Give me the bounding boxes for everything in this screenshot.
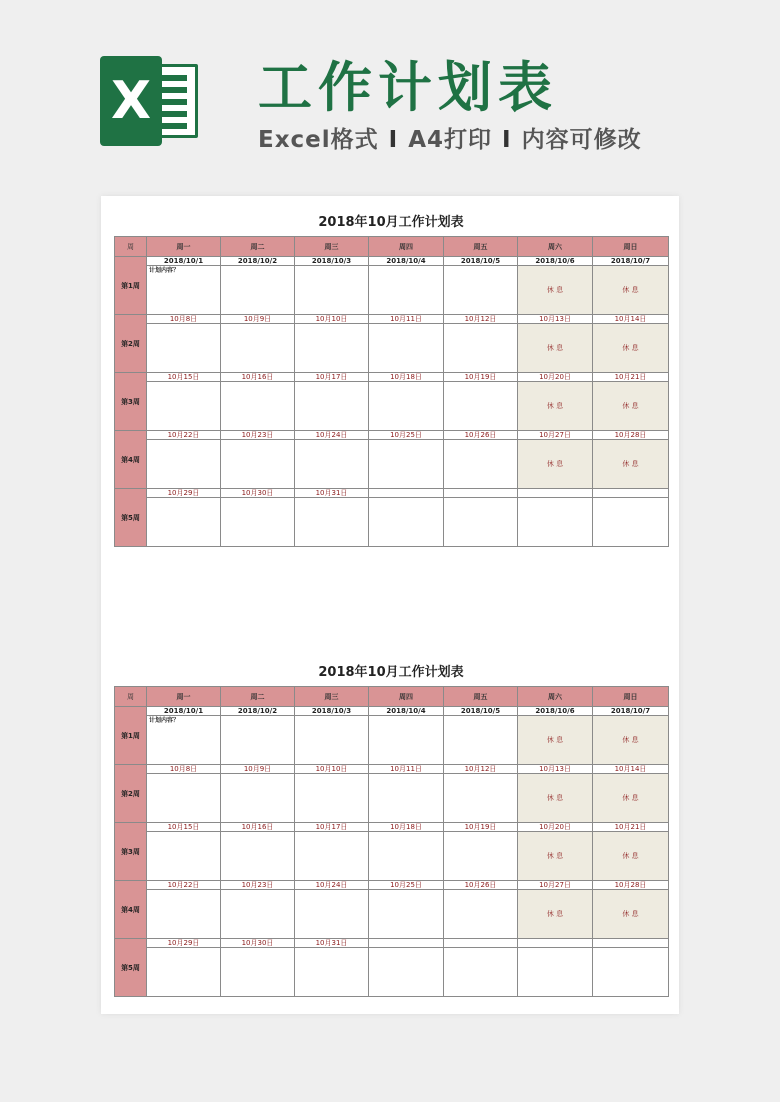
date-cell: 10月22日: [147, 881, 221, 890]
date-cell: 10月8日: [147, 765, 221, 774]
date-cell: 10月12日: [444, 315, 518, 324]
plan-cell[interactable]: [221, 266, 295, 315]
plan-cell[interactable]: [295, 948, 369, 997]
date-cell: 2018/10/2: [221, 257, 295, 266]
week-label: 第4周: [115, 431, 147, 489]
week-label: 第5周: [115, 489, 147, 547]
plan-cell[interactable]: [221, 716, 295, 765]
plan-cell[interactable]: [295, 716, 369, 765]
date-row: [115, 707, 669, 716]
rest-day-cell[interactable]: 休 息: [593, 440, 669, 489]
plan-cell[interactable]: [369, 382, 444, 431]
date-row: [115, 315, 669, 324]
plan-cell[interactable]: [147, 498, 221, 547]
day-column-header: 周二: [221, 237, 295, 257]
date-cell: 10月13日: [518, 765, 593, 774]
date-cell: 10月19日: [444, 373, 518, 382]
date-cell: 10月22日: [147, 431, 221, 440]
header-row: [115, 687, 669, 707]
plan-cell[interactable]: [147, 890, 221, 939]
date-cell: 2018/10/4: [369, 707, 444, 716]
date-cell: 10月21日: [593, 373, 669, 382]
date-cell: 10月10日: [295, 765, 369, 774]
day-column-header: 周六: [518, 687, 593, 707]
day-column-header: 周日: [593, 237, 669, 257]
plan-row: [115, 440, 669, 489]
plan-cell[interactable]: [295, 774, 369, 823]
day-column-header: 周四: [369, 237, 444, 257]
plan-row: [115, 948, 669, 997]
date-cell: 10月24日: [295, 431, 369, 440]
plan-row: [115, 716, 669, 765]
date-cell: 2018/10/3: [295, 257, 369, 266]
date-cell: 10月11日: [369, 315, 444, 324]
date-cell: [369, 489, 444, 498]
date-row: [115, 489, 669, 498]
plan-cell[interactable]: [221, 324, 295, 373]
banner-subtitle: [258, 126, 642, 154]
plan-cell[interactable]: [295, 498, 369, 547]
date-cell: [369, 939, 444, 948]
date-cell: 10月31日: [295, 939, 369, 948]
plan-sheet: [114, 210, 668, 547]
week-label: 第5周: [115, 939, 147, 997]
date-row: [115, 373, 669, 382]
date-cell: 10月13日: [518, 315, 593, 324]
plan-cell[interactable]: [295, 440, 369, 489]
rest-day-cell[interactable]: 休 息: [593, 324, 669, 373]
plan-cell[interactable]: [444, 716, 518, 765]
date-cell: 2018/10/6: [518, 257, 593, 266]
banner-title: 工作计划表: [258, 56, 558, 119]
rest-day-cell[interactable]: 休 息: [518, 832, 593, 881]
date-cell: 10月23日: [221, 431, 295, 440]
sheet-title: 2018年10月工作计划表: [318, 665, 464, 680]
date-cell: 10月28日: [593, 881, 669, 890]
date-cell: 10月21日: [593, 823, 669, 832]
plan-cell[interactable]: [221, 774, 295, 823]
plan-cell[interactable]: [518, 948, 593, 997]
day-column-header: 周一: [147, 237, 221, 257]
rest-day-cell[interactable]: 休 息: [518, 382, 593, 431]
plan-cell[interactable]: [369, 774, 444, 823]
plan-cell[interactable]: [593, 948, 669, 997]
date-cell: 10月18日: [369, 373, 444, 382]
subtitle-separator: I: [388, 127, 399, 153]
plan-note: 计划内容？: [149, 267, 180, 274]
sheet-title: 2018年10月工作计划表: [318, 215, 464, 230]
template-banner: [0, 0, 780, 190]
date-cell: 10月9日: [221, 315, 295, 324]
week-column-header: 周: [115, 237, 147, 257]
date-cell: 10月23日: [221, 881, 295, 890]
day-column-header: 周一: [147, 687, 221, 707]
date-cell: 2018/10/7: [593, 707, 669, 716]
plan-table: [114, 236, 669, 547]
date-cell: 10月24日: [295, 881, 369, 890]
plan-cell[interactable]: [518, 498, 593, 547]
date-cell: 10月14日: [593, 765, 669, 774]
day-column-header: 周六: [518, 237, 593, 257]
day-column-header: 周三: [295, 687, 369, 707]
date-cell: 2018/10/6: [518, 707, 593, 716]
week-column-header: 周: [115, 687, 147, 707]
date-cell: 10月25日: [369, 431, 444, 440]
plan-cell[interactable]: [444, 498, 518, 547]
date-cell: 2018/10/1: [147, 707, 221, 716]
week-label: 第3周: [115, 823, 147, 881]
rest-day-cell[interactable]: 休 息: [518, 716, 593, 765]
plan-cell[interactable]: [369, 716, 444, 765]
excel-x-badge: X: [100, 56, 162, 146]
date-cell: [444, 939, 518, 948]
date-row: [115, 431, 669, 440]
plan-cell[interactable]: [221, 890, 295, 939]
date-cell: 10月27日: [518, 881, 593, 890]
date-cell: 10月25日: [369, 881, 444, 890]
rest-day-cell[interactable]: 休 息: [518, 440, 593, 489]
date-cell: 10月17日: [295, 373, 369, 382]
subtitle-separator: I: [502, 127, 512, 153]
plan-cell[interactable]: [369, 948, 444, 997]
plan-cell[interactable]: [295, 382, 369, 431]
date-cell: 10月9日: [221, 765, 295, 774]
week-label: 第2周: [115, 765, 147, 823]
date-cell: 2018/10/7: [593, 257, 669, 266]
date-cell: 10月17日: [295, 823, 369, 832]
plan-cell[interactable]: [221, 832, 295, 881]
week-label: 第4周: [115, 881, 147, 939]
week-label: 第1周: [115, 257, 147, 315]
date-row: [115, 881, 669, 890]
plan-cell[interactable]: [295, 832, 369, 881]
plan-row: [115, 324, 669, 373]
excel-icon: [100, 56, 198, 146]
plan-row: [115, 498, 669, 547]
date-cell: 10月29日: [147, 489, 221, 498]
day-column-header: 周五: [444, 687, 518, 707]
date-cell: 2018/10/5: [444, 707, 518, 716]
plan-cell[interactable]: [444, 440, 518, 489]
plan-cell[interactable]: [147, 774, 221, 823]
week-label: 第1周: [115, 707, 147, 765]
document-page: [101, 196, 679, 1014]
week-label: 第2周: [115, 315, 147, 373]
date-cell: 10月26日: [444, 431, 518, 440]
plan-cell[interactable]: [369, 440, 444, 489]
date-cell: 2018/10/5: [444, 257, 518, 266]
subtitle-print: A4打印: [408, 127, 493, 153]
plan-cell[interactable]: [369, 498, 444, 547]
rest-day-cell[interactable]: 休 息: [518, 890, 593, 939]
date-cell: 10月19日: [444, 823, 518, 832]
plan-cell[interactable]: [369, 266, 444, 315]
plan-cell[interactable]: [369, 324, 444, 373]
plan-cell[interactable]: [221, 498, 295, 547]
date-row: [115, 939, 669, 948]
date-cell: 10月10日: [295, 315, 369, 324]
date-cell: 10月15日: [147, 373, 221, 382]
rest-day-cell[interactable]: 休 息: [593, 266, 669, 315]
date-cell: [444, 489, 518, 498]
date-row: [115, 823, 669, 832]
plan-table: [114, 686, 669, 997]
plan-cell[interactable]: [369, 832, 444, 881]
plan-cell[interactable]: [147, 948, 221, 997]
plan-cell[interactable]: [444, 774, 518, 823]
date-cell: 10月29日: [147, 939, 221, 948]
plan-cell[interactable]: [444, 266, 518, 315]
subtitle-editable: 内容可修改: [521, 127, 642, 153]
date-cell: 10月28日: [593, 431, 669, 440]
date-cell: 2018/10/2: [221, 707, 295, 716]
day-column-header: 周二: [221, 687, 295, 707]
date-cell: [518, 939, 593, 948]
day-column-header: 周三: [295, 237, 369, 257]
plan-cell[interactable]: [444, 832, 518, 881]
date-cell: 10月16日: [221, 823, 295, 832]
date-cell: [593, 939, 669, 948]
plan-note: 计划内容？: [149, 717, 180, 724]
date-row: [115, 765, 669, 774]
day-column-header: 周日: [593, 687, 669, 707]
plan-cell[interactable]: [147, 832, 221, 881]
day-column-header: 周五: [444, 237, 518, 257]
date-cell: 10月26日: [444, 881, 518, 890]
date-row: [115, 257, 669, 266]
plan-cell[interactable]: [221, 440, 295, 489]
rest-day-cell[interactable]: 休 息: [593, 382, 669, 431]
plan-cell[interactable]: [444, 324, 518, 373]
rest-day-cell[interactable]: 休 息: [593, 890, 669, 939]
date-cell: 10月30日: [221, 489, 295, 498]
plan-cell[interactable]: [147, 324, 221, 373]
date-cell: 10月16日: [221, 373, 295, 382]
plan-cell[interactable]: [444, 890, 518, 939]
plan-row: [115, 382, 669, 431]
date-cell: 10月8日: [147, 315, 221, 324]
rest-day-cell[interactable]: 休 息: [518, 266, 593, 315]
plan-cell[interactable]: [295, 324, 369, 373]
rest-day-cell[interactable]: 休 息: [593, 832, 669, 881]
week-label: 第3周: [115, 373, 147, 431]
plan-cell[interactable]: [147, 440, 221, 489]
plan-cell[interactable]: [295, 890, 369, 939]
rest-day-cell[interactable]: 休 息: [518, 774, 593, 823]
plan-cell[interactable]: [444, 382, 518, 431]
date-cell: 10月31日: [295, 489, 369, 498]
plan-cell[interactable]: [444, 948, 518, 997]
rest-day-cell[interactable]: 休 息: [593, 716, 669, 765]
date-cell: 10月27日: [518, 431, 593, 440]
plan-cell[interactable]: [369, 890, 444, 939]
plan-cell[interactable]: [147, 266, 221, 315]
plan-cell[interactable]: [147, 716, 221, 765]
subtitle-format: Excel格式: [258, 127, 379, 153]
date-cell: 10月18日: [369, 823, 444, 832]
plan-cell[interactable]: [221, 948, 295, 997]
date-cell: [518, 489, 593, 498]
plan-row: [115, 832, 669, 881]
plan-row: [115, 774, 669, 823]
date-cell: 10月12日: [444, 765, 518, 774]
date-cell: 2018/10/1: [147, 257, 221, 266]
rest-day-cell[interactable]: 休 息: [593, 774, 669, 823]
date-cell: 10月15日: [147, 823, 221, 832]
plan-cell[interactable]: [147, 382, 221, 431]
plan-row: [115, 890, 669, 939]
date-cell: 2018/10/3: [295, 707, 369, 716]
plan-row: [115, 266, 669, 315]
plan-cell[interactable]: [295, 266, 369, 315]
date-cell: 10月14日: [593, 315, 669, 324]
plan-cell[interactable]: [593, 498, 669, 547]
rest-day-cell[interactable]: 休 息: [518, 324, 593, 373]
date-cell: 10月20日: [518, 373, 593, 382]
date-cell: 10月11日: [369, 765, 444, 774]
date-cell: 2018/10/4: [369, 257, 444, 266]
plan-cell[interactable]: [221, 382, 295, 431]
header-row: [115, 237, 669, 257]
date-cell: 10月20日: [518, 823, 593, 832]
day-column-header: 周四: [369, 687, 444, 707]
date-cell: 10月30日: [221, 939, 295, 948]
plan-sheet: [114, 660, 668, 997]
date-cell: [593, 489, 669, 498]
